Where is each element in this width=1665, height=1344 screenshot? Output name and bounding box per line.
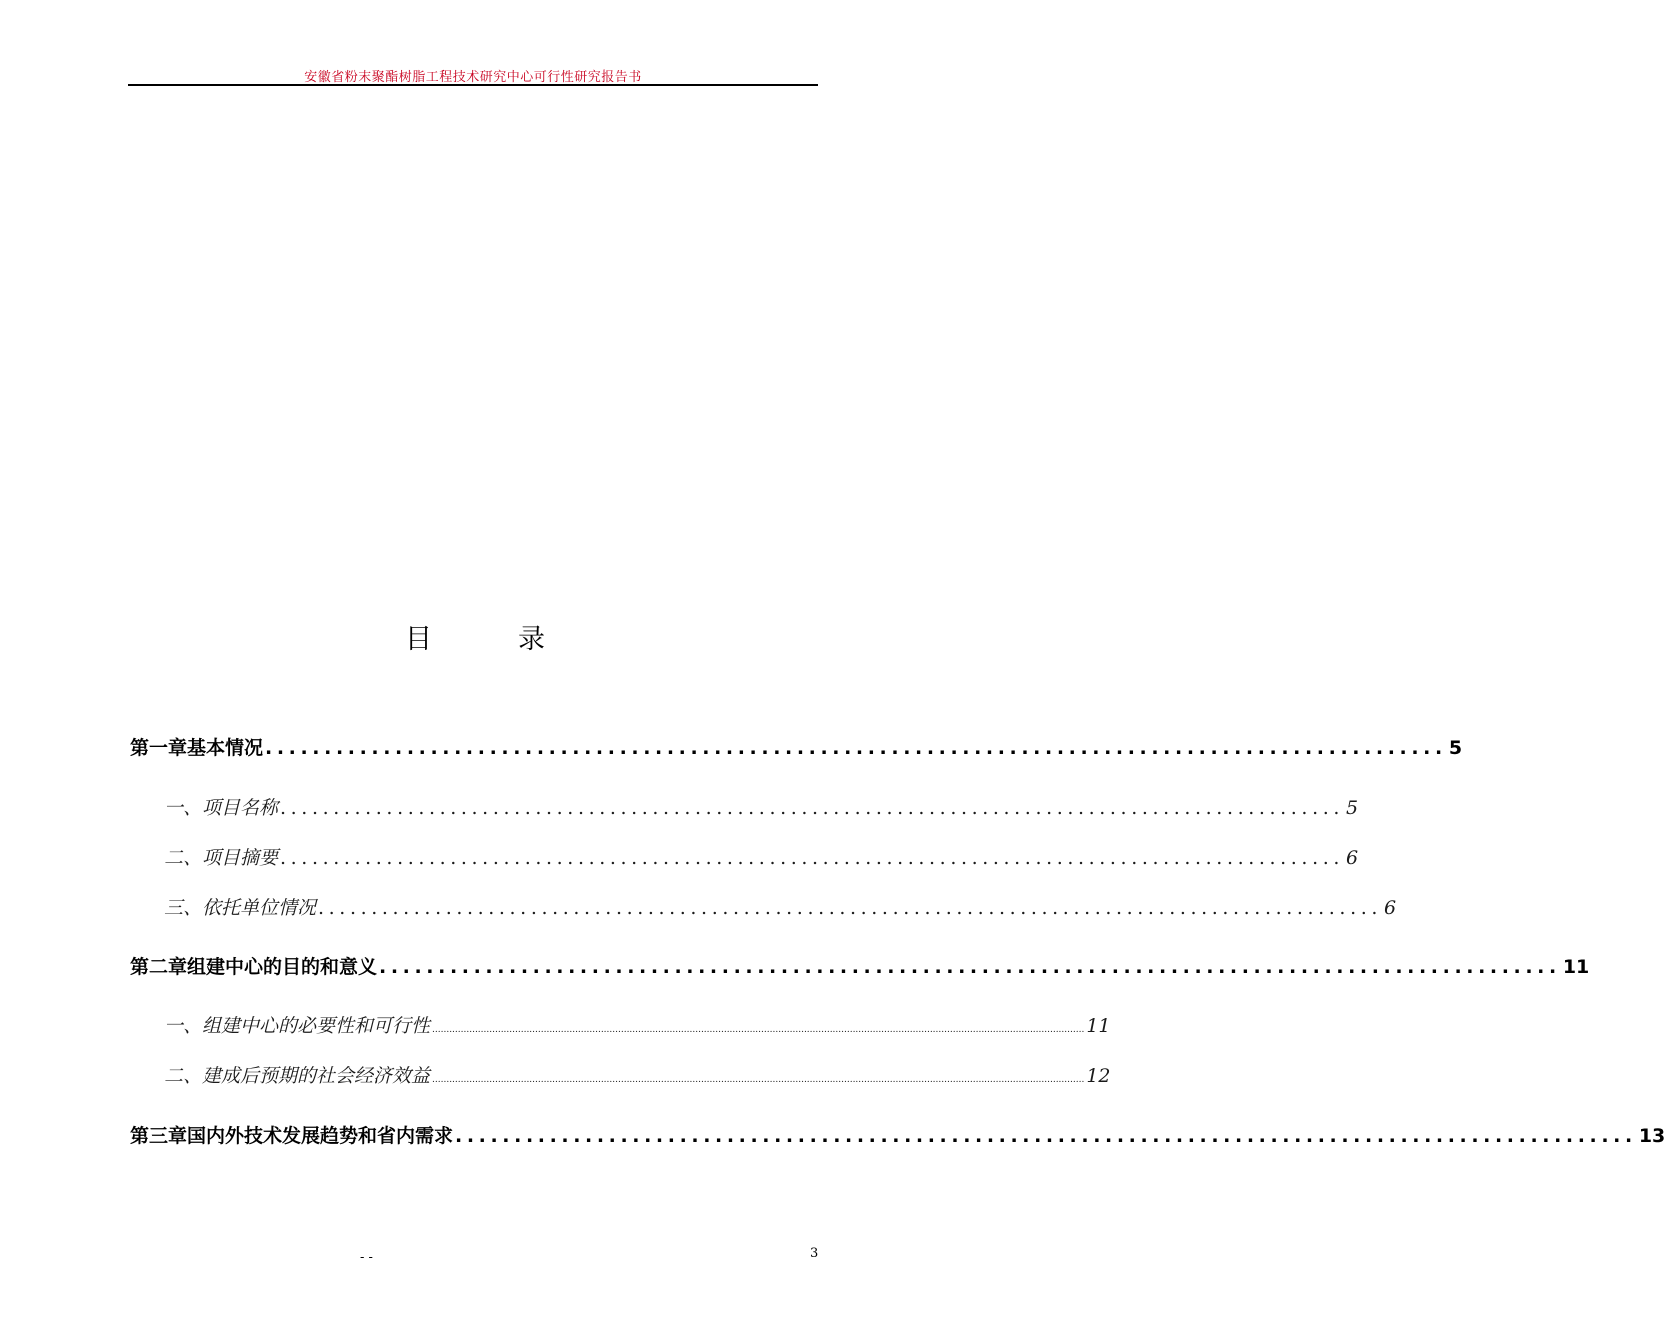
toc-leader: .................................................................................................... [379, 956, 1561, 978]
toc-entry-title: 组建中心的目的和意义 [187, 956, 378, 978]
toc-entry-number: 一、 [164, 797, 203, 819]
toc-entry-title: 依托单位情况 [202, 897, 317, 919]
toc-entry-page: 6 [1384, 897, 1397, 919]
toc-leader: .................................................................................................... [318, 897, 1382, 919]
toc-entry-page: 13 [1638, 1125, 1665, 1147]
toc-entry-title: 建成后预期的社会经济效益 [202, 1065, 431, 1087]
toc-entry-number: 一、 [164, 1015, 203, 1037]
toc-leader: .................................................................................................... [280, 797, 1344, 819]
toc-entry-page: 5 [1346, 797, 1359, 819]
toc-leader: .................................................................................................... [280, 847, 1344, 869]
toc-entry-page: 6 [1346, 847, 1359, 869]
toc-title-left: 目 [405, 624, 432, 655]
toc-entry[interactable] [130, 734, 1463, 762]
toc-entry[interactable] [164, 1062, 1111, 1094]
toc-entry[interactable] [164, 794, 1359, 822]
toc-entry-page: 12 [1086, 1065, 1111, 1087]
toc-entry-number: 第三章 [130, 1125, 188, 1147]
toc-entry-page: 5 [1448, 737, 1463, 759]
toc-entry-number: 第一章 [130, 737, 188, 759]
toc-entry-title: 国内外技术发展趋势和省内需求 [187, 1125, 454, 1147]
footer-mark: - - [360, 1250, 373, 1265]
toc-leader: .................................................................................................................................................................................................................................... [432, 1025, 1085, 1035]
toc-entry-number: 第二章 [130, 956, 188, 978]
toc-entry-page: 11 [1086, 1015, 1111, 1037]
toc-leader: .................................................................................................... [455, 1125, 1637, 1147]
toc-entry-number: 三、 [164, 897, 203, 919]
toc-entry-title: 基本情况 [187, 737, 264, 759]
footer-page-number: 3 [810, 1246, 819, 1261]
toc-title [0, 622, 950, 658]
toc-entry[interactable] [164, 844, 1359, 872]
toc-title-right: 录 [518, 624, 545, 655]
toc-entry[interactable] [164, 1012, 1111, 1044]
toc-entry[interactable] [130, 953, 1590, 981]
toc-entry-title: 项目名称 [202, 797, 279, 819]
toc-leader: .................................................................................................................................................................................................................................... [432, 1075, 1085, 1085]
toc-entry-number: 二、 [164, 847, 203, 869]
toc-entry-page: 11 [1562, 956, 1590, 978]
header-rule [128, 84, 818, 86]
toc-entry[interactable] [164, 894, 1397, 922]
toc-entry-title: 组建中心的必要性和可行性 [202, 1015, 431, 1037]
header-title: 安徽省粉末聚酯树脂工程技术研究中心可行性研究报告书 [304, 70, 642, 85]
toc-leader: .................................................................................................... [265, 737, 1447, 759]
toc-entry-title: 项目摘要 [202, 847, 279, 869]
toc-entry-number: 二、 [164, 1065, 203, 1087]
toc-entry[interactable] [130, 1122, 1665, 1150]
